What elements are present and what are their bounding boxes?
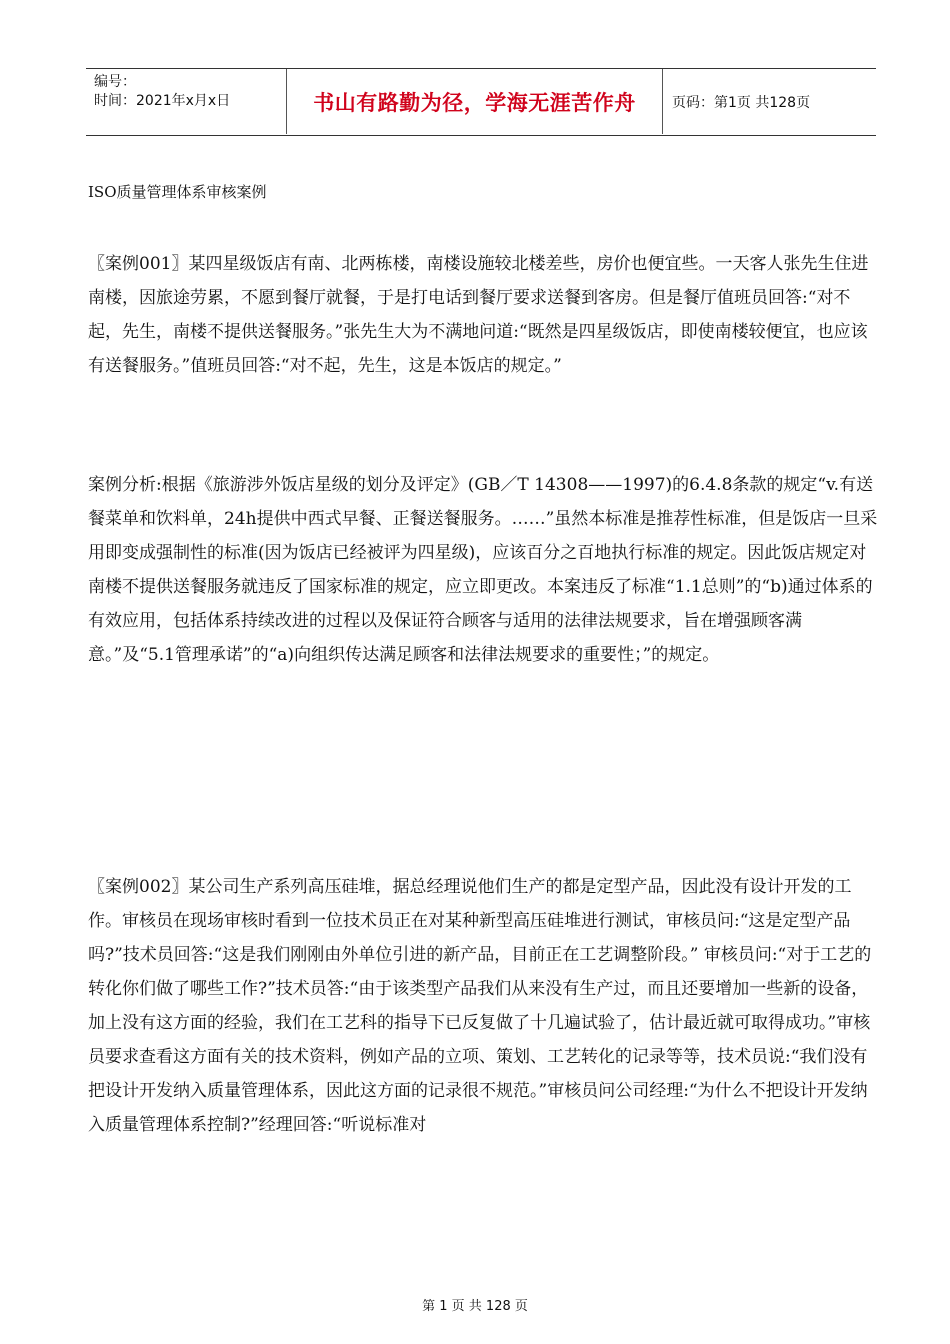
header-motto: 书山有路勤为径，学海无涯苦作舟	[286, 69, 663, 134]
document-header	[86, 68, 876, 136]
header-meta	[94, 73, 230, 111]
paragraph-case-002: 〖案例002〗某公司生产系列高压硅堆，据总经理说他们生产的都是定型产品，因此没有设计开发的工作。审核员在现场审核时看到一位技术员正在对某种新型高压硅堆进行测试，审核员问:“这是定型产品吗?”技术员回答:“这是我们刚刚由外单位引进的新产品，目前正在工艺调整阶段。” 审核员问:“对于工艺的转化你们做了哪些工作?”技术员答:“由于该类型产品我们从来没有生产过，而且还要增加一些新的设备，加上没有这方面的经验，我们在工艺科的指导下已反复做了十几遍试验了，估计最近就可取得成功。”审核员要求查看这方面有关的技术资料，例如产品的立项、策划、工艺转化的记录等等，技术员说:“我们没有把设计开发纳入质量管理体系，因此这方面的记录很不规范。”审核员问公司经理:“为什么不把设计开发纳入质量管理体系控制?”经理回答:“听说标准对	[88, 877, 872, 1135]
header-time: 时间：2021年x月x日	[94, 93, 231, 109]
header-number: 编号：	[94, 74, 136, 90]
header-page-number: 页码：第1页 共128页	[672, 94, 811, 111]
document-title: ISO质量管理体系审核案例	[88, 183, 267, 201]
paragraph-case-001: 〖案例001〗某四星级饭店有南、北两栋楼，南楼设施较北楼差些，房价也便宜些。一天客人张先生住进南楼，因旅途劳累，不愿到餐厅就餐，于是打电话到餐厅要求送餐到客房。但是餐厅值班员回答:“对不起，先生，南楼不提供送餐服务。”张先生大为不满地问道:“既然是四星级饭店，即使南楼较便宜，也应该有送餐服务。”值班员回答:“对不起，先生，这是本饭店的规定。”	[88, 254, 869, 376]
paragraph-case-analysis: 案例分析:根据《旅游涉外饭店星级的划分及评定》(GB／T 14308——1997)的6.4.8条款的规定“v.有送餐菜单和饮料单，24h提供中西式早餐、正餐送餐服务。……”虽然本标准是推荐性标准，但是饭店一旦采用即变成强制性的标准(因为饭店已经被评为四星级)，应该百分之百地执行标准的规定。因此饭店规定对南楼不提供送餐服务就违反了国家标准的规定，应立即更改。本案违反了标准“1.1总则”的“b)通过体系的有效应用，包括体系持续改进的过程以及保证符合顾客与适用的法律法规要求，旨在增强顾客满意。”及“5.1管理承诺”的“a)向组织传达满足顾客和法律法规要求的重要性；”的规定。	[88, 475, 878, 665]
page-footer: 第 1 页 共 128 页	[422, 1299, 528, 1314]
